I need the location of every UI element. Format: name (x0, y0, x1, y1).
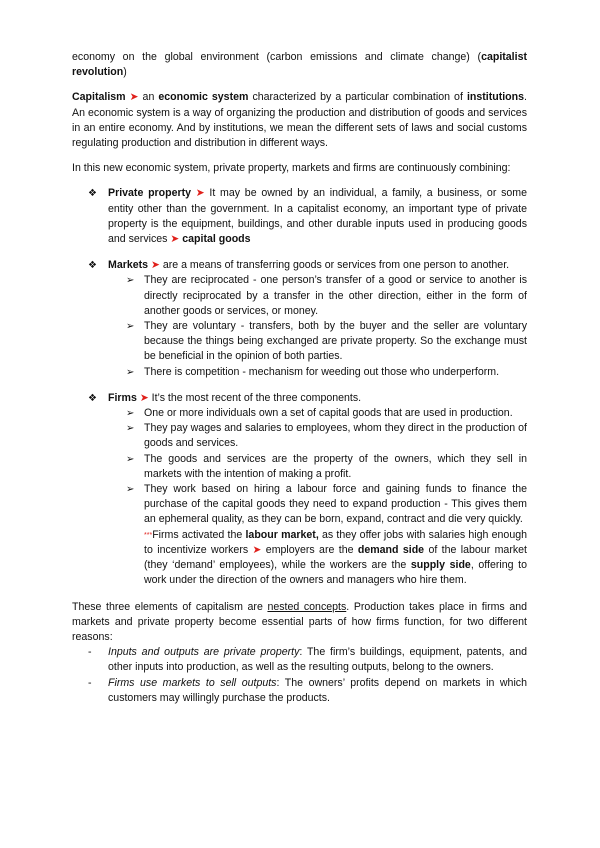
arrowhead-bullet-icon: ➢ (126, 366, 135, 378)
labour-market-note: ***Firms activated the labour market, as they offer jobs with salaries high enough to incentivize workers ➤ employers are the demand side of the labour market (they ‘demand’ employees), while the workers are the supply side, offering to work under the direction of the owners and managers who hire them. (144, 528, 528, 587)
arrow-icon: ➤ (170, 233, 180, 246)
asterisks-marker: *** (144, 531, 153, 539)
diamond-bullet-icon: ❖ (88, 188, 97, 200)
list-item: - Firms use markets to sell outputs: The owners’ profits depend on markets in which customers may willingly purchase the products. (88, 676, 527, 704)
document-page (72, 50, 527, 706)
list-item-markets: ❖ Markets ➤ are a means of transferring goods or services from one person to another. ➢ They are reciprocated - one person’s transfer of a good or service to another is directly reciprocated by a transfer in the other direction, either in the form of another goods or services, or money. ➢ They are voluntary - transfers, both by the buyer and the seller are voluntary because the things being exchanged are private property. So the exchange must be beneficial in the opinion of both parties. ➢ There is competition - mechanism for weeding out those who underperform. (72, 258, 527, 380)
dash-bullet: - (88, 676, 92, 689)
arrowhead-bullet-icon: ➢ (126, 484, 135, 496)
list-item: ➢ They work based on hiring a labour force and gaining funds to finance the purchase of the capital goods they need to expand production - This gives them an ephemeral quality, as they can be born, expand, contract and die very quickly. (126, 483, 527, 526)
arrowhead-bullet-icon: ➢ (126, 321, 135, 333)
list-item: ➢ They are reciprocated - one person’s transfer of a good or service to another is directly reciprocated by a transfer in the other direction, either in the form of another goods or services, or money. (126, 274, 527, 317)
list-item-private-property: ❖ Private property ➤ It may be owned by an individual, a family, a business, or some entity other than the government. In a capitalist economy, an important type of private property is the equipment, buildings, and other durable inputs used in producing goods and services ➤ capital goods (88, 187, 527, 246)
nested-concepts-paragraph: These three elements of capitalism are nested concepts. Production takes place in firms and markets and private property become essential parts of how firms function, for two different reasons: (72, 600, 527, 643)
diamond-bullet-icon: ❖ (88, 392, 97, 404)
list-item-firms: ❖ Firms ➤ It’s the most recent of the three components. ➢ One or more individuals own a set of capital goods that are used in production. ➢ They pay wages and salaries to employees, whom they direct in the production of goods and services. ➢ The goods and services are the property of the owners, which they sell in markets with the intention of making a profit. ➢ They work based on hiring a labour force and gaining funds to finance the purchase of the capital goods they need to expand production - This gives them an ephemeral quality, as they can be born, expand, contract and die very quickly. ***Firms activated the labour market, as they offer jobs with salaries high enough to incentivize workers ➤ employers are the demand side of the labour market (they ‘demand’ employees), while the workers are the supply side, offering to work under the direction of the owners and managers who hire them. (72, 391, 527, 589)
firms-sublist (108, 406, 527, 528)
arrowhead-bullet-icon: ➢ (126, 275, 135, 287)
nested-concepts-link[interactable]: nested concepts (267, 600, 347, 613)
arrow-icon: ➤ (195, 187, 205, 200)
diamond-bullet-icon: ❖ (88, 260, 97, 272)
list-item: ➢ The goods and services are the property of the owners, which they sell in markets with the intention of making a profit. (126, 452, 527, 480)
dash-bullet: - (88, 646, 92, 659)
reasons-list (72, 645, 527, 706)
capitalist-revolution-term: capitalist revolution (72, 51, 527, 79)
capitalism-paragraph: Capitalism ➤ an economic system characterized by a particular combination of institutions. An economic system is a way of organizing the production and distribution of goods and services in an entire economy. And by institutions, we mean the different sets of laws and social customs regulating production and distribution in different ways. (72, 91, 527, 150)
markets-sublist (108, 273, 527, 379)
list-item: ➢ There is competition - mechanism for weeding out those who underperform. (108, 365, 527, 380)
list-item: ➢ They are voluntary - transfers, both by the buyer and the seller are voluntary because the things being exchanged are private property. So the exchange must be beneficial in the opinion of both parties. (126, 320, 527, 363)
components-list (72, 186, 527, 588)
intro-paragraph: economy on the global environment (carbon emissions and climate change) (capitalist revolution) (72, 51, 527, 79)
list-item: ➢ They pay wages and salaries to employees, whom they direct in the production of goods and services. (126, 422, 527, 450)
list-item: ➢ One or more individuals own a set of capital goods that are used in production. (108, 406, 527, 421)
arrow-icon: ➤ (139, 391, 149, 404)
arrowhead-bullet-icon: ➢ (126, 453, 135, 465)
arrow-icon: ➤ (252, 543, 262, 556)
arrow-icon: ➤ (151, 259, 160, 272)
list-item: - Inputs and outputs are private property: The firm’s buildings, equipment, patents, and other inputs into production, as well as the resulting outputs, belong to the owners. (88, 646, 527, 674)
arrowhead-bullet-icon: ➢ (126, 408, 135, 420)
combining-paragraph: In this new economic system, private property, markets and firms are continuously combining: (72, 162, 511, 175)
capitalism-term: Capitalism (72, 91, 126, 104)
arrowhead-bullet-icon: ➢ (126, 423, 135, 435)
arrow-icon: ➤ (129, 91, 139, 104)
